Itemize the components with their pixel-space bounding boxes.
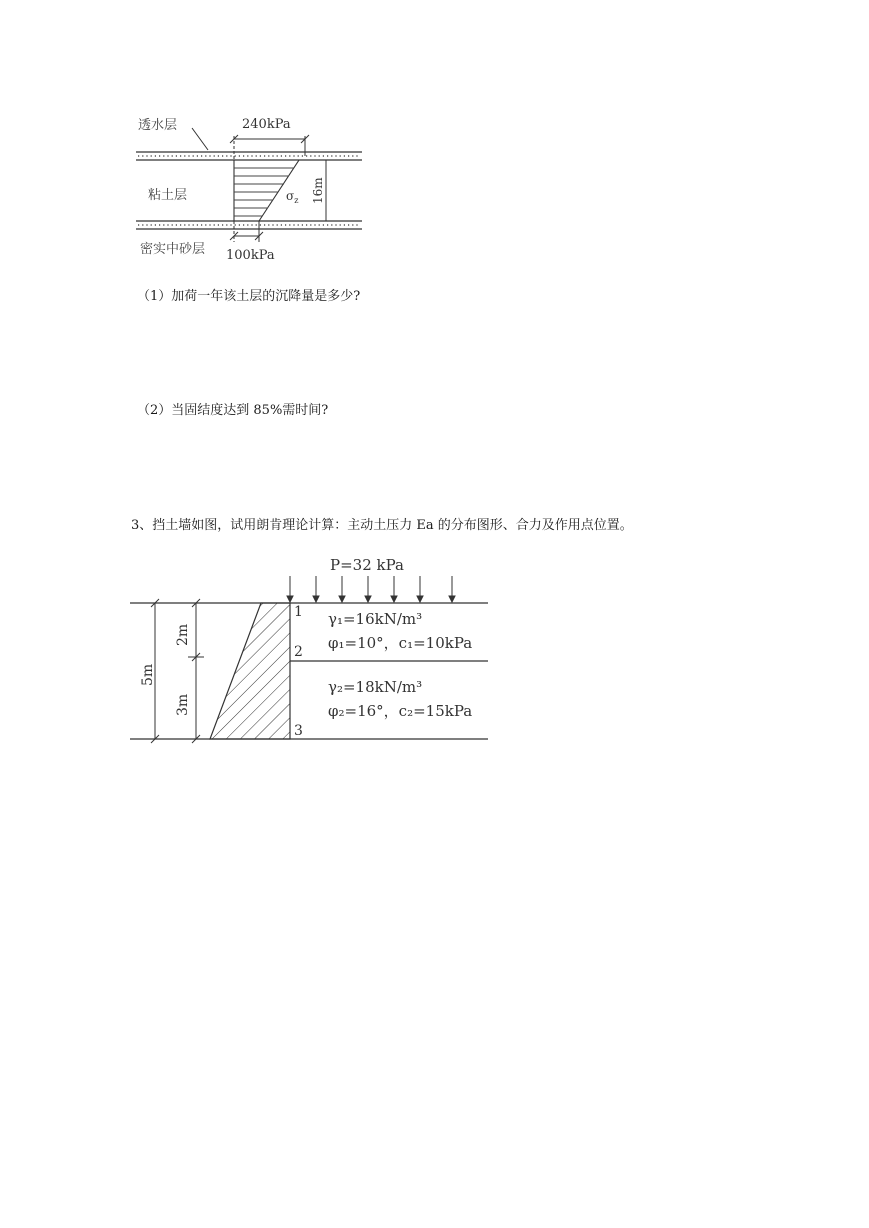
surcharge-label: P=32 kPa [330, 556, 404, 574]
layer2-params: φ₂=16°，c₂=15kPa [328, 702, 473, 720]
retaining-wall-figure [130, 552, 500, 752]
dim-lower-label: 3m [175, 693, 191, 716]
layer2-gamma: γ₂=18kN/m³ [328, 678, 423, 696]
stress-symbol: $\sigma_z$ [286, 189, 299, 205]
consolidation-diagram [128, 108, 368, 268]
stress-hatch-lines [234, 168, 294, 216]
point-1-label: 1 [294, 604, 303, 620]
layer1-params: φ₁=10°，c₁=10kPa [328, 634, 473, 652]
question-2: （2）当固结度达到 85%需时间? [137, 403, 329, 418]
retaining-wall-diagram [130, 552, 500, 752]
consolidation-figure [128, 108, 368, 268]
load-top-label: 240kPa [242, 117, 291, 132]
layer1-gamma: γ₁=16kN/m³ [328, 610, 423, 628]
dim-total-label: 5m [140, 663, 156, 686]
point-2-label: 2 [294, 644, 303, 660]
dim-upper-label: 2m [175, 623, 191, 646]
permeable-leader-line [192, 128, 208, 150]
layer-top-label: 透水层 [138, 118, 178, 133]
question-3: 3、挡土墙如图，试用朗肯理论计算：主动土压力 Ea 的分布图形、合力及作用点位置。 [131, 518, 633, 533]
layer-mid-label: 粘土层 [148, 188, 188, 203]
thickness-label: 16m [311, 177, 325, 204]
question-1: （1）加荷一年该土层的沉降量是多少? [137, 289, 361, 304]
load-bottom-label: 100kPa [226, 248, 275, 263]
point-3-label: 3 [294, 723, 303, 739]
surcharge-arrows [287, 576, 455, 602]
layer-bottom-label: 密实中砂层 [140, 242, 206, 257]
retaining-wall [210, 603, 290, 739]
